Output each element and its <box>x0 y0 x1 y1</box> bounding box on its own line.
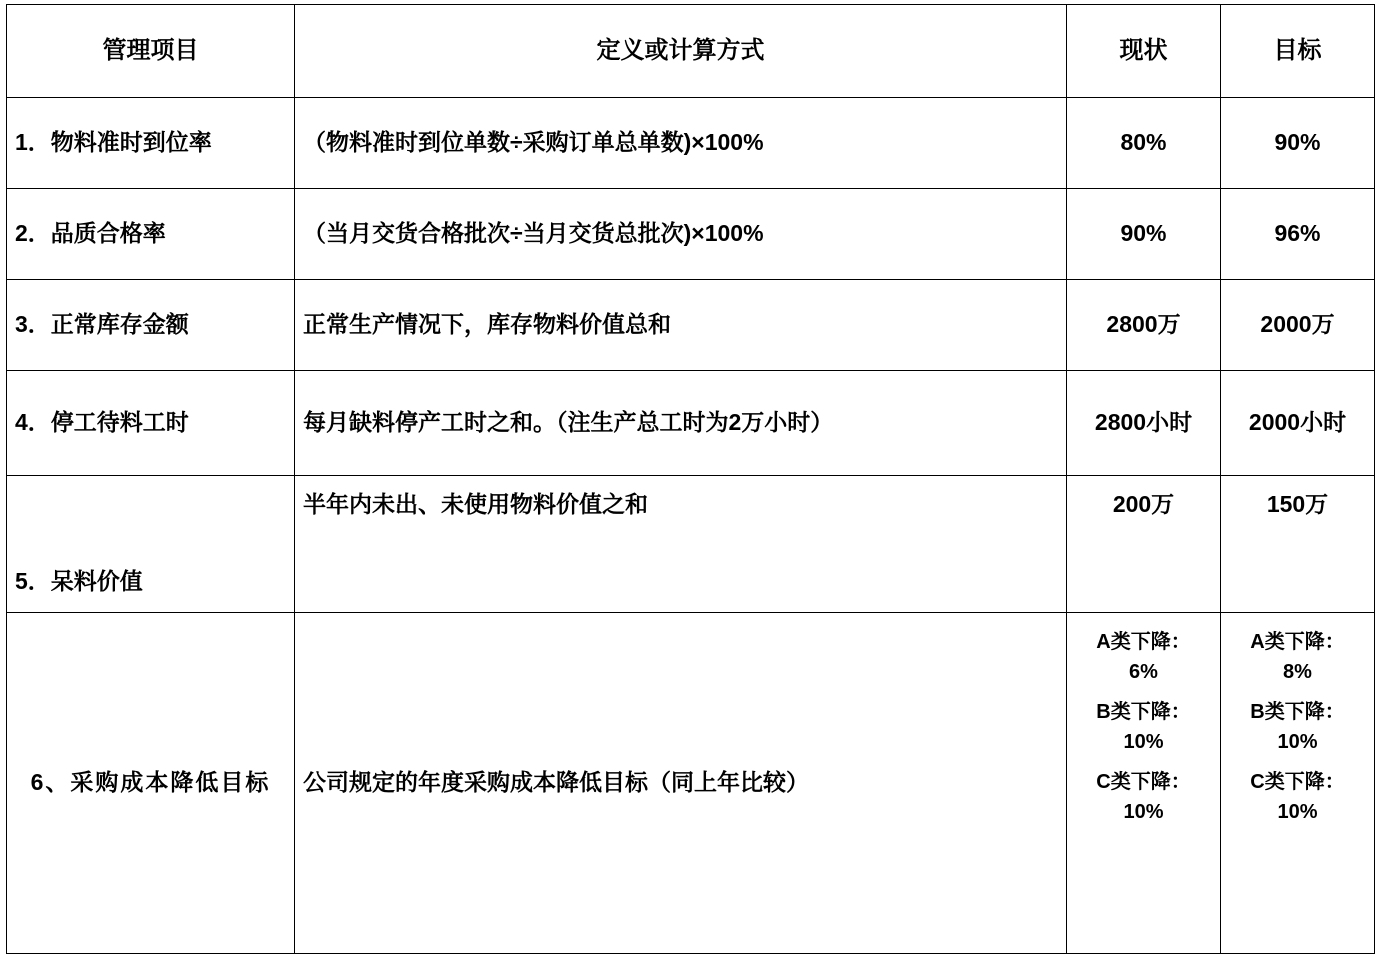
table-body <box>7 98 1375 954</box>
cell-item: 4．停工待料工时 <box>7 371 295 476</box>
tier-b <box>1229 697 1366 757</box>
tier-value: 10% <box>1123 801 1164 823</box>
tier-a <box>1229 627 1366 687</box>
column-header-current: 现状 <box>1067 5 1221 98</box>
table-row <box>7 98 1375 189</box>
tier-label: C类下降： <box>1096 771 1191 793</box>
cell-current: 80% <box>1067 98 1221 189</box>
cell-item: 2．品质合格率 <box>7 189 295 280</box>
table-header-row <box>7 5 1375 98</box>
tier-a <box>1075 627 1212 687</box>
tier-value: 6% <box>1129 661 1158 683</box>
cell-item: 3．正常库存金额 <box>7 280 295 371</box>
tier-c <box>1075 767 1212 827</box>
cell-item: 6、采购成本降低目标 <box>7 613 295 954</box>
cell-current: 2800万 <box>1067 280 1221 371</box>
tier-b <box>1075 697 1212 757</box>
cell-target: 2000小时 <box>1221 371 1375 476</box>
cell-item: 5．呆料价值 <box>7 476 295 613</box>
cell-item: 1．物料准时到位率 <box>7 98 295 189</box>
cell-definition: 正常生产情况下，库存物料价值总和 <box>295 280 1067 371</box>
cell-current: 2800小时 <box>1067 371 1221 476</box>
table-row <box>7 476 1375 613</box>
tier-label: A类下降： <box>1250 631 1345 653</box>
column-header-target: 目标 <box>1221 5 1375 98</box>
column-header-item: 管理项目 <box>7 5 295 98</box>
cell-target: 96% <box>1221 189 1375 280</box>
table-row <box>7 371 1375 476</box>
tier-label: C类下降： <box>1250 771 1345 793</box>
cell-definition: 半年内未出、未使用物料价值之和 <box>295 476 1067 613</box>
tier-c <box>1229 767 1366 827</box>
kpi-table <box>6 4 1375 954</box>
column-header-definition: 定义或计算方式 <box>295 5 1067 98</box>
cell-definition: （物料准时到位单数÷采购订单总单数)×100% <box>295 98 1067 189</box>
cell-current-tiers <box>1067 613 1221 954</box>
cell-target: 2000万 <box>1221 280 1375 371</box>
cell-definition: 每月缺料停产工时之和。（注生产总工时为2万小时） <box>295 371 1067 476</box>
table-row <box>7 280 1375 371</box>
tier-value: 8% <box>1283 661 1312 683</box>
cell-target-tiers <box>1221 613 1375 954</box>
tier-label: A类下降： <box>1096 631 1191 653</box>
cell-definition: 公司规定的年度采购成本降低目标（同上年比较） <box>295 613 1067 954</box>
tier-value: 10% <box>1277 801 1318 823</box>
cell-target: 90% <box>1221 98 1375 189</box>
table-row <box>7 613 1375 954</box>
tier-label: B类下降： <box>1250 701 1345 723</box>
cell-current: 90% <box>1067 189 1221 280</box>
cell-definition: （当月交货合格批次÷当月交货总批次)×100% <box>295 189 1067 280</box>
table-row <box>7 189 1375 280</box>
cell-current: 200万 <box>1067 476 1221 613</box>
cell-target: 150万 <box>1221 476 1375 613</box>
tier-label: B类下降： <box>1096 701 1191 723</box>
table-header <box>7 5 1375 98</box>
tier-value: 10% <box>1277 731 1318 753</box>
tier-value: 10% <box>1123 731 1164 753</box>
